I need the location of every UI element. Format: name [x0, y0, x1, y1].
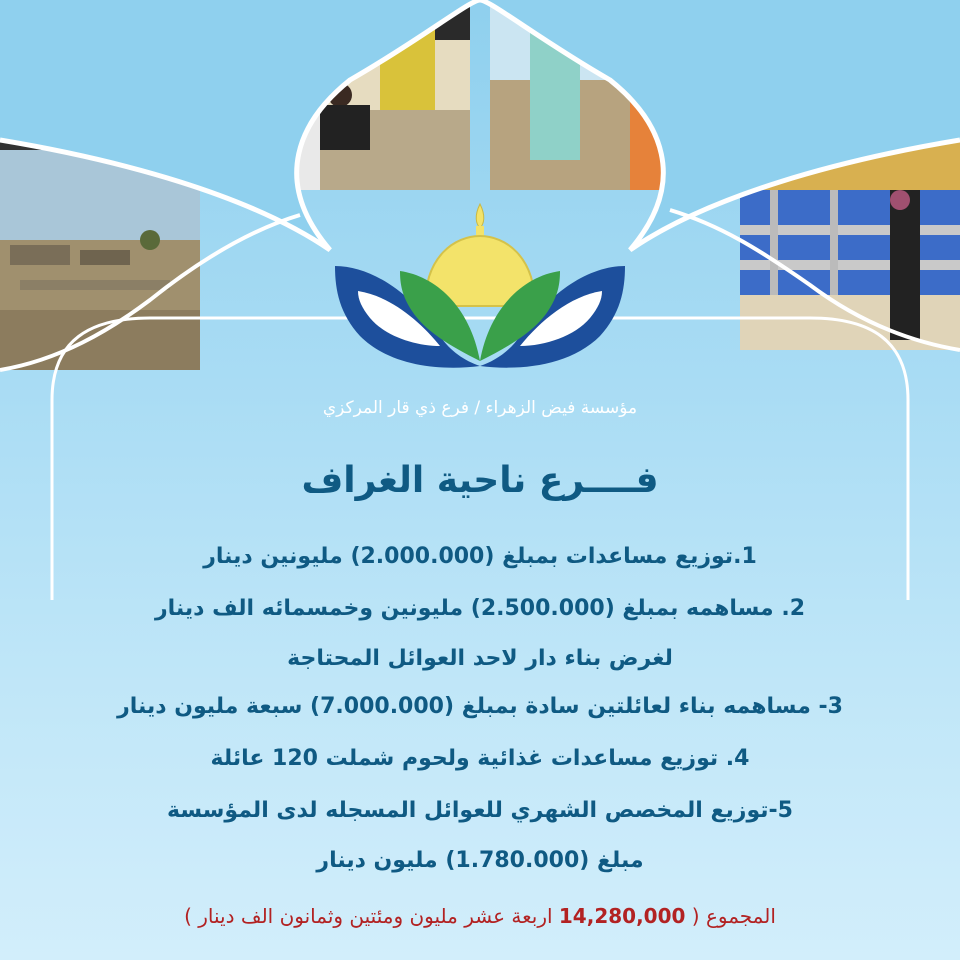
photo-aerial-town — [0, 150, 200, 370]
total-amount: 14,280,000 — [558, 904, 686, 928]
total-words: اربعة عشر مليون ومئتين وثمانون الف دينار ) — [184, 904, 553, 928]
list-item: 3- مساهمه بناء لعائلتين سادة بمبلغ (7.000.000) سبعة مليون دينار — [117, 694, 843, 719]
branch-title: فــــرع ناحية الغراف — [301, 460, 659, 501]
organization-name: مؤسسة فيض الزهراء / فرع ذي قار المركزي — [322, 398, 638, 418]
list-item: 4. توزيع مساعدات غذائية ولحوم شملت 120 عائلة — [210, 746, 750, 771]
total-line — [0, 904, 960, 928]
foundation-logo — [330, 196, 630, 380]
list-item: 1.توزيع مساعدات بمبلغ (2.000.000) مليونين دينار — [203, 544, 757, 569]
total-label: المجموع ( — [691, 904, 776, 928]
list-item: مبلغ (1.780.000) مليون دينار — [316, 848, 644, 873]
list-item: 2. مساهمه بمبلغ (2.500.000) مليونين وخمسمائه الف دينار — [154, 596, 806, 621]
list-item: لغرض بناء دار لاحد العوائل المحتاجة — [287, 646, 673, 671]
list-item: 5-توزيع المخصص الشهري للعوائل المسجله لدى المؤسسة — [167, 798, 793, 823]
photo-roof-construction — [740, 130, 960, 350]
